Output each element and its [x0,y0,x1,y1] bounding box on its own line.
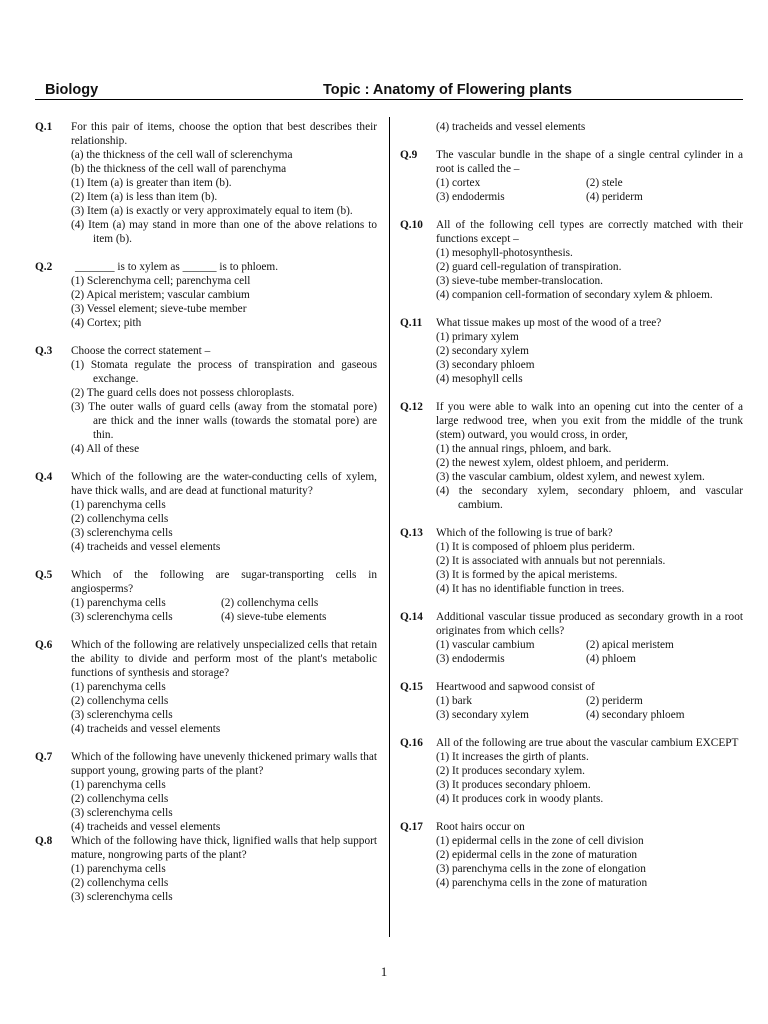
option: (2) collenchyma cells [221,597,319,609]
question-6 [35,638,377,736]
option: (2) apical meristem [586,639,674,651]
question-9 [400,148,743,204]
question-text: Root hairs occur on [436,821,525,833]
option: (1) Item (a) is greater than item (b). [71,177,232,189]
option: (4) phloem [586,653,636,665]
option: (1) parenchyma cells [71,681,166,693]
option: (2) collenchyma cells [71,695,169,707]
option: (4) Cortex; pith [71,317,142,329]
option: (3) sclerenchyma cells [71,527,173,539]
option: (1) epidermal cells in the zone of cell division [436,835,644,847]
question-number: Q.8 [35,835,53,847]
question-number: Q.13 [400,527,423,539]
question-11 [400,316,743,386]
option: (3) It is formed by the apical meristems. [436,569,618,581]
question-text: Heartwood and sapwood consist of [436,681,595,693]
option: (1) Sclerenchyma cell; parenchyma cell [71,275,251,287]
option: (a) the thickness of the cell wall of sclerenchyma [71,149,293,161]
option: (3) sclerenchyma cells [71,891,173,903]
option: (1) parenchyma cells [71,779,166,791]
question-number: Q.16 [400,737,423,749]
option: (3) sclerenchyma cells [71,709,173,721]
option: (2) Apical meristem; vascular cambium [71,289,250,301]
question-8-continued [400,120,743,134]
option: (2) periderm [586,695,643,707]
question-number: Q.17 [400,821,423,833]
option: (2) collenchyma cells [71,513,169,525]
question-7 [35,750,377,834]
option: (4) secondary phloem [586,709,685,721]
option-grid [71,596,377,624]
option: (3) sclerenchyma cells [71,807,173,819]
question-13 [400,526,743,596]
option: (2) the newest xylem, oldest phloem, and periderm. [436,457,669,469]
option: (3) sclerenchyma cells [71,611,173,623]
question-text: All of the following cell types are correctly matched with their functions except – [436,219,743,245]
option: (4) the secondary xylem, secondary phloem, and vascular cambium. [436,485,743,511]
column-divider [389,117,390,937]
option: (3) It produces secondary phloem. [436,779,591,791]
question-text: For this pair of items, choose the option that best describes their relationship. [71,121,377,147]
option: (1) parenchyma cells [71,597,166,609]
option: (4) It produces cork in woody plants. [436,793,604,805]
option: (3) secondary xylem [436,709,529,721]
question-text: Additional vascular tissue produced as secondary growth in a root originates from which cells? [436,611,743,637]
option: (4) sieve-tube elements [221,611,327,623]
question-text: Which of the following have thick, lignified walls that help support mature, nongrowing parts of the plant? [71,835,377,861]
page-number: 1 [380,964,388,979]
option: (2) epidermal cells in the zone of maturation [436,849,638,861]
option: (3) secondary phloem [436,359,535,371]
option: (4) tracheids and vessel elements [71,723,221,735]
question-number: Q.1 [35,121,53,133]
option: (2) stele [586,177,623,189]
right-column [400,120,743,890]
question-number: Q.15 [400,681,423,693]
question-text: What tissue makes up most of the wood of a tree? [436,317,662,329]
option: (2) collenchyma cells [71,793,169,805]
option: (2) guard cell-regulation of transpiration. [436,261,622,273]
option: (1) parenchyma cells [71,499,166,511]
option: (3) The outer walls of guard cells (away from the stomatal pore) are thick and the inner walls (towards the stomatal pore) are thin. [71,401,377,441]
option: (1) primary xylem [436,331,519,343]
option-grid [436,694,743,722]
question-text: If you were able to walk into an opening cut into the center of a large redwood tree, when you exit from the middle of the trunk (stem) outward, you would cross, in order, [436,401,743,441]
option: (2) Item (a) is less than item (b). [71,191,218,203]
option-grid [436,638,743,666]
question-number: Q.11 [400,317,423,329]
question-number: Q.5 [35,569,53,581]
option: (4) companion cell-formation of secondary xylem & phloem. [436,289,713,301]
topic-title: Topic : Anatomy of Flowering plants [323,82,572,98]
option: (b) the thickness of the cell wall of parenchyma [71,163,287,175]
question-number: Q.9 [400,149,418,161]
question-15 [400,680,743,722]
question-text: Which of the following is true of bark? [436,527,613,539]
question-text: Which of the following have unevenly thickened primary walls that support young, growing parts of the plant? [71,751,377,777]
question-1 [35,120,377,246]
question-number: Q.6 [35,639,53,651]
option: (3) sieve-tube member-translocation. [436,275,603,287]
option: (3) Item (a) is exactly or very approximately equal to item (b). [71,205,353,217]
option: (3) endodermis [436,653,505,665]
option: (4) tracheids and vessel elements [71,541,221,553]
question-2 [35,260,377,330]
option: (1) Stomata regulate the process of transpiration and gaseous exchange. [71,359,377,385]
question-number: Q.3 [35,345,53,357]
option-grid [436,176,743,204]
option: (4) It has no identifiable function in trees. [436,583,625,595]
question-number: Q.7 [35,751,53,763]
question-text: Choose the correct statement – [71,345,211,357]
option: (1) vascular cambium [436,639,535,651]
option: (4) parenchyma cells in the zone of maturation [436,877,648,889]
page-header [35,82,743,100]
question-16 [400,736,743,806]
option: (1) It is composed of phloem plus periderm. [436,541,635,553]
question-text: The vascular bundle in the shape of a single central cylinder in a root is called the – [436,149,743,175]
option: (4) tracheids and vessel elements [71,821,221,833]
option: (4) tracheids and vessel elements [436,121,586,133]
option: (2) The guard cells does not possess chloroplasts. [71,387,295,399]
option: (1) cortex [436,177,481,189]
question-8 [35,834,377,904]
option: (3) endodermis [436,191,505,203]
option: (2) It is associated with annuals but not perennials. [436,555,666,567]
question-number: Q.4 [35,471,53,483]
question-17 [400,820,743,890]
option: (3) the vascular cambium, oldest xylem, and newest xylem. [436,471,705,483]
question-5 [35,568,377,624]
question-12 [400,400,743,512]
question-3 [35,344,377,456]
option: (1) parenchyma cells [71,863,166,875]
option: (1) the annual rings, phloem, and bark. [436,443,612,455]
question-text: _______ is to xylem as ______ is to phloem. [75,261,279,273]
option: (1) bark [436,695,473,707]
option: (1) mesophyll-photosynthesis. [436,247,573,259]
option: (2) It produces secondary xylem. [436,765,586,777]
option: (1) It increases the girth of plants. [436,751,589,763]
question-number: Q.2 [35,261,53,273]
question-10 [400,218,743,302]
left-column [35,120,377,904]
option: (4) All of these [71,443,140,455]
option: (3) Vessel element; sieve-tube member [71,303,247,315]
option: (2) secondary xylem [436,345,529,357]
option: (4) mesophyll cells [436,373,523,385]
question-text: All of the following are true about the vascular cambium EXCEPT [436,737,739,749]
option: (2) collenchyma cells [71,877,169,889]
option: (4) Item (a) may stand in more than one of the above relations to item (b). [71,219,377,245]
subject-title: Biology [45,82,99,98]
option: (4) periderm [586,191,643,203]
question-text: Which of the following are sugar-transporting cells in angiosperms? [71,569,377,595]
question-4 [35,470,377,554]
question-number: Q.12 [400,401,423,413]
question-14 [400,610,743,666]
question-text: Which of the following are the water-conducting cells of xylem, have thick walls, and are dead at functional maturity? [71,471,377,497]
option: (3) parenchyma cells in the zone of elongation [436,863,646,875]
question-number: Q.14 [400,611,423,623]
question-text: Which of the following are relatively unspecialized cells that retain the ability to divide and perform most of the plant's metabolic functions of synthesis and storage? [71,639,377,679]
question-number: Q.10 [400,219,423,231]
